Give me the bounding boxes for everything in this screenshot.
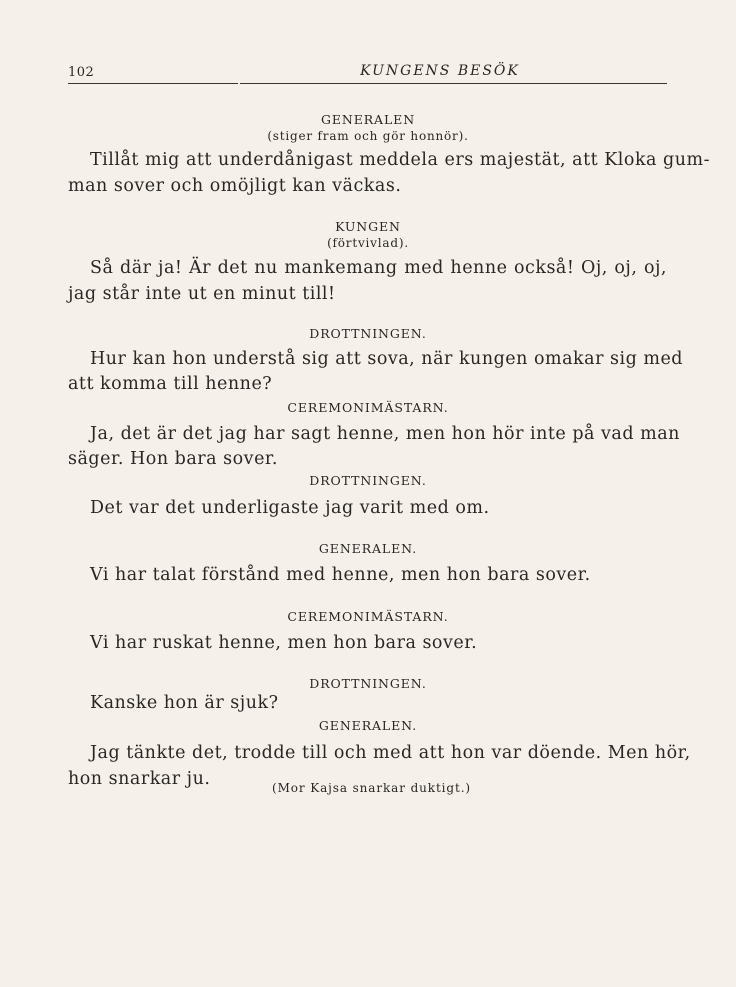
- dialogue-line: jag står inte ut en minut till!: [68, 284, 336, 304]
- dialogue-line: Tillåt mig att underdånigast meddela ers majestät, att Kloka gum-: [90, 150, 711, 170]
- speaker-name: DROTTNINGEN.: [309, 326, 427, 341]
- dialogue-line: Så där ja! Är det nu mankemang med henne också! Oj, oj, oj,: [90, 258, 667, 278]
- dialogue-line: Det var det underligaste jag varit med om.: [90, 498, 490, 518]
- speaker-name: DROTTNINGEN.: [309, 676, 427, 691]
- dialogue-line: Kanske hon är sjuk?: [90, 693, 279, 713]
- speaker-name: GENERALEN.: [318, 541, 418, 556]
- header-rule-left: [68, 83, 238, 84]
- speaker-name: CEREMONIMÄSTARN.: [287, 609, 449, 624]
- dialogue-line: Hur kan hon understå sig att sova, när kungen omakar sig med: [90, 349, 684, 369]
- dialogue-line: Ja, det är det jag har sagt henne, men hon hör inte på vad man: [90, 424, 680, 444]
- speaker-name: CEREMONIMÄSTARN.: [287, 400, 449, 415]
- speaker-name: DROTTNINGEN.: [309, 473, 427, 488]
- speaker-name: GENERALEN.: [318, 718, 418, 733]
- dialogue-line: säger. Hon bara sover.: [68, 449, 278, 469]
- dialogue-line: Vi har ruskat henne, men hon bara sover.: [90, 633, 478, 653]
- dialogue-line: Vi har talat förstånd med henne, men hon bara sover.: [90, 565, 591, 585]
- stage-direction: (förtvivlad).: [327, 236, 409, 250]
- speaker-name: KUNGEN: [335, 219, 401, 234]
- stage-direction-final: (Mor Kajsa snarkar duktigt.): [272, 781, 472, 795]
- dialogue-line: Jag tänkte det, trodde till och med att hon var döende. Men hör,: [90, 743, 691, 763]
- page-number: 102: [68, 65, 95, 80]
- stage-direction: (stiger fram och gör honnör).: [267, 129, 469, 143]
- dialogue-line: hon snarkar ju.: [68, 769, 211, 789]
- speaker-name: GENERALEN: [320, 112, 416, 127]
- header-rule-right: [240, 83, 667, 84]
- dialogue-line: man sover och omöjligt kan väckas.: [68, 176, 402, 196]
- running-head: KUNGENS BESÖK: [360, 63, 520, 79]
- dialogue-line: att komma till henne?: [68, 374, 273, 394]
